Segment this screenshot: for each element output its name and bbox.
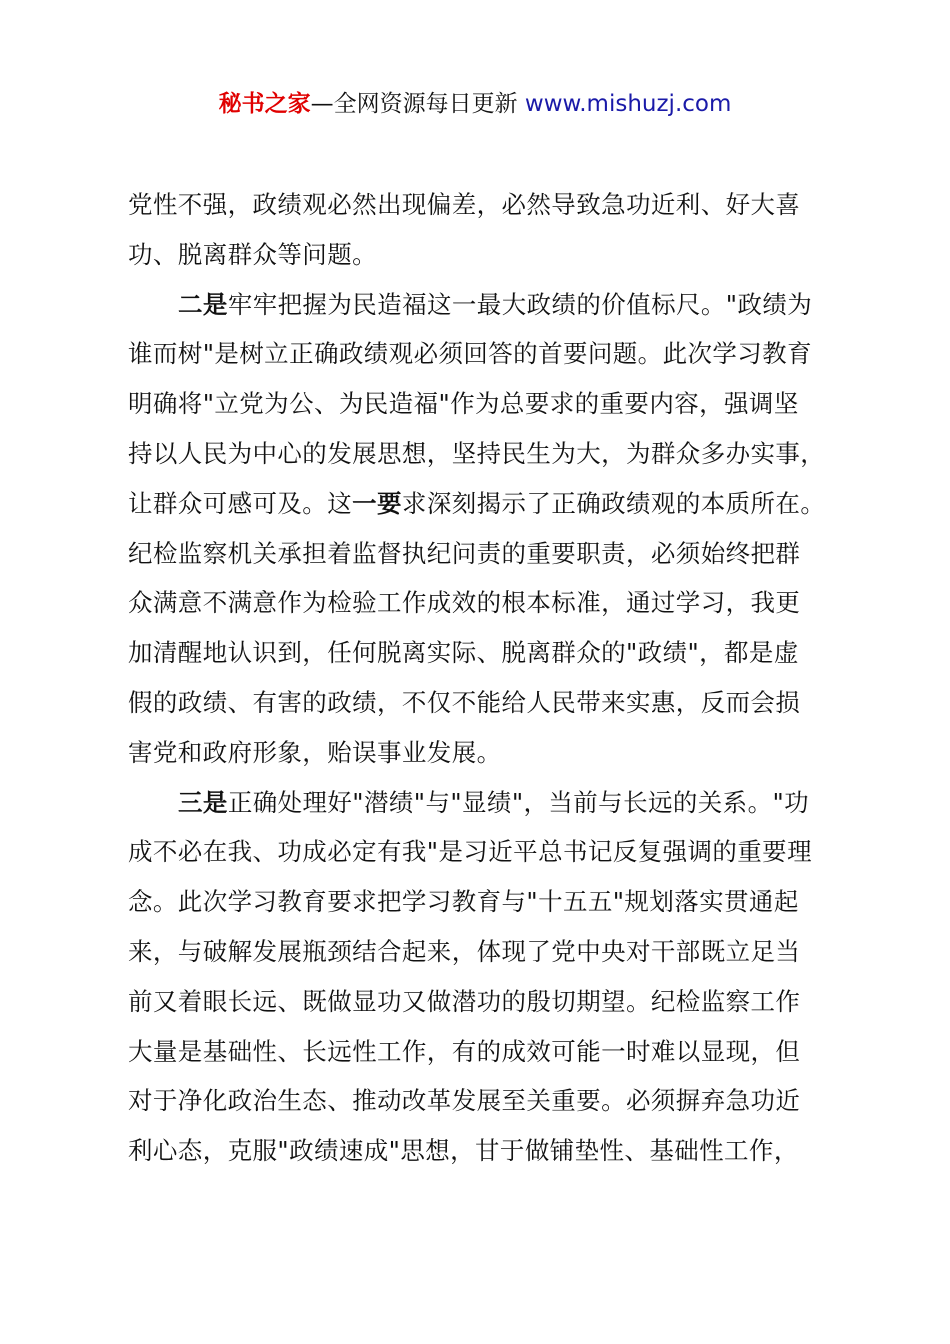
text-line: 假的政绩、有害的政绩，不仅不能给人民带来实惠，反而会损 (128, 687, 801, 717)
text-line: 利心态，克服"政绩速成"思想，甘于做铺垫性、基础性工作， (128, 1136, 799, 1166)
text-line: 众满意不满意作为检验工作成效的根本标准，通过学习，我更 (128, 588, 801, 618)
document-body (128, 180, 838, 1176)
site-tagline: —全网资源每日更新 (310, 91, 518, 117)
text-line: 大量是基础性、长远性工作，有的成效可能一时难以显现，但 (128, 1036, 801, 1066)
text-line: 前又着眼长远、既做显功又做潜功的殷切期望。纪检监察工作 (128, 986, 801, 1016)
text-line: 纪检监察机关承担着监督执纪问责的重要职责，必须始终把群 (128, 538, 801, 568)
text-run: 牢牢把握为民造福这一最大政绩的价值标尺。"政绩为 (227, 289, 813, 319)
text-line: 功、脱离群众等问题。 (128, 239, 377, 269)
text-line: 成不必在我、功成必定有我"是习近平总书记反复强调的重要理 (128, 837, 812, 867)
text-line: 持以人民为中心的发展思想，坚持民生为大，为群众多办实事， (128, 438, 826, 468)
text-line: 明确将"立党为公、为民造福"作为总要求的重要内容，强调坚 (128, 389, 799, 419)
paragraph-start (128, 778, 838, 828)
text-line: 对于净化政治生态、推动改革发展至关重要。必须摒弃急功近 (128, 1086, 801, 1116)
site-url-link[interactable]: www.mishuzj.com (524, 91, 732, 117)
text-line (128, 479, 838, 529)
text-line: 念。此次学习教育要求把学习教育与"十五五"规划落实贯通起 (128, 887, 799, 917)
text-line: 来，与破解发展瓶颈结合起来，体现了党中央对干部既立足当 (128, 936, 801, 966)
text-run: 求深刻揭示了正确政绩观的本质所在。 (401, 488, 826, 518)
text-line: 加清醒地认识到，任何脱离实际、脱离群众的"政绩"，都是虚 (128, 638, 799, 668)
text-run: 正确处理好"潜绩"与"显绩"，当前与长远的关系。"功 (227, 787, 810, 817)
paragraph-lead: 二是 (178, 289, 228, 319)
text-line: 党性不强，政绩观必然出现偏差，必然导致急功近利、好大喜 (128, 190, 801, 219)
text-line: 害党和政府形象，贻误事业发展。 (128, 737, 502, 767)
page-header (0, 86, 950, 122)
site-brand: 秘书之家 (218, 91, 311, 117)
emphasis-text: 一要 (352, 488, 402, 518)
paragraph-start (128, 280, 838, 330)
text-line: 谁而树"是树立正确政绩观必须回答的首要问题。此次学习教育 (128, 339, 812, 369)
paragraph-lead: 三是 (178, 787, 228, 817)
text-run: 让群众可感可及。这 (128, 488, 353, 518)
